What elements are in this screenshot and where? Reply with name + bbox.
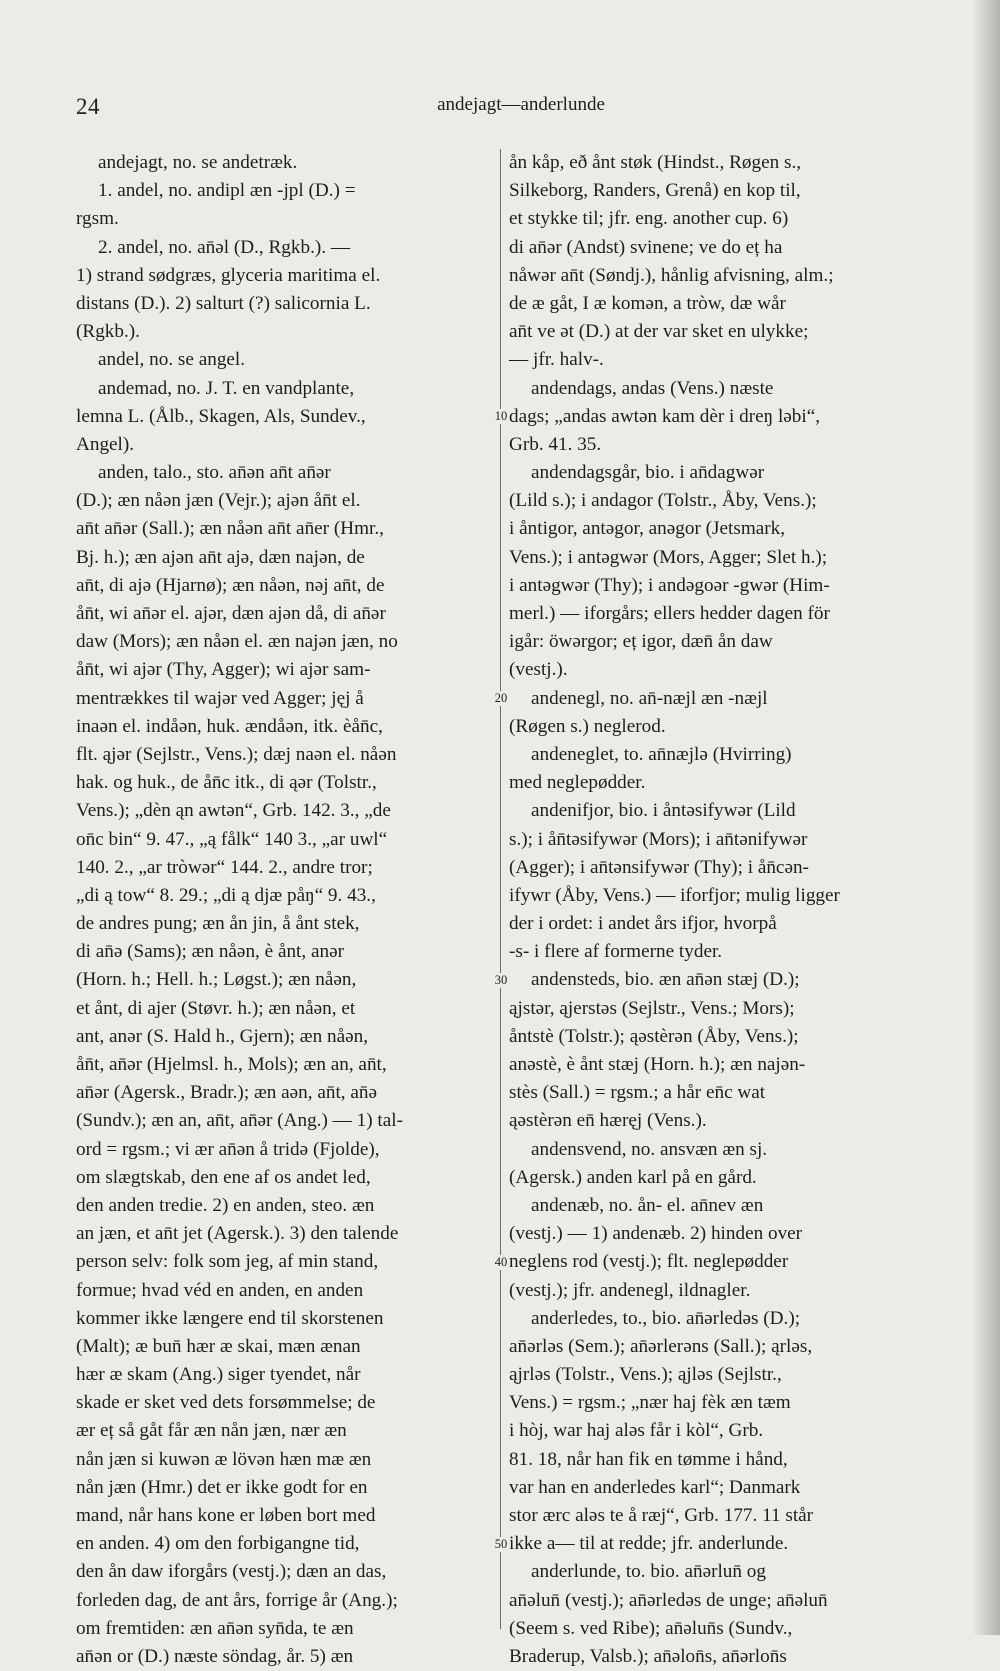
- entry-text-line: Vens.); „dèn ąn awtən“, Grb. 142. 3., „de: [76, 800, 391, 822]
- running-head: andejagt—anderlunde: [437, 94, 605, 115]
- entry-headword-line: 1. andel, no. andipl æn -jpl (D.) =: [98, 180, 356, 202]
- entry-text-line: nån jæn (Hmr.) det er ikke godt for en: [76, 1476, 368, 1498]
- entry-text-line: igår: öwərgor; eț igor, dæn̄ ån daw: [509, 631, 773, 653]
- entry-text-line: (Sundv.); æn an, an̄t, an̄ər (Ang.) — 1) tal-: [76, 1110, 403, 1132]
- entry-headword-line: andendagsgår, bio. i an̄dagwər: [531, 462, 765, 484]
- entry-text-line: Braderup, Valsb.); an̄əlon̄s, an̄ərlon̄s: [509, 1645, 787, 1667]
- entry-text-line: (Lild s.); i andagor (Tolstr., Åby, Vens.);: [509, 490, 817, 512]
- entry-headword-line: anderlunde, to. bio. an̄ərlun̄ og: [531, 1561, 766, 1583]
- entry-text-line: an̄ən or (D.) næste söndag, år. 5) æn: [76, 1645, 354, 1667]
- entry-text-line: hær æ skam (Ang.) siger tyendet, når: [76, 1364, 361, 1386]
- line-number: 50: [488, 1537, 514, 1552]
- entry-text-line: var han en anderledes karl“; Danmark: [509, 1476, 801, 1498]
- entry-headword-line: 2. andel, no. an̄əl (D., Rgkb.). —: [98, 236, 351, 258]
- entry-text-line: rgsm.: [76, 208, 119, 230]
- entry-text-line: an̄ərləs (Sem.); an̄ərlerəns (Sall.); ąrləs,: [509, 1335, 813, 1357]
- entry-text-line: merl.) — iforgårs; ellers hedder dagen för: [509, 603, 830, 624]
- entry-text-line: (Malt); æ bun̄ hær æ skai, mæn ænan: [76, 1335, 361, 1357]
- entry-headword-line: andensteds, bio. æn an̄ən stæj (D.);: [531, 969, 800, 991]
- entry-text-line: ån̄t, wi ajər (Thy, Agger); wi ajər sam-: [76, 659, 371, 681]
- entry-text-line: stès (Sall.) = rgsm.; a hår en̄c wat: [509, 1082, 766, 1104]
- entry-text-line: stor ærc aləs te å ræj“, Grb. 177. 11 står: [509, 1505, 814, 1526]
- entry-text-line: mentrækkes til wajər ved Agger; jęj å: [76, 687, 364, 709]
- entry-text-line: ifywr (Åby, Vens.) — iforfjor; mulig ligger: [509, 884, 840, 906]
- entry-text-line: flt. ąjər (Sejlstr., Vens.); dæj naən el. nåən: [76, 743, 397, 765]
- entry-text-line: ikke a— til at redde; jfr. anderlunde.: [509, 1533, 789, 1555]
- page-header: [76, 94, 966, 122]
- entry-text-line: di an̄ər (Andst) svinene; ve do eț ha: [509, 236, 783, 258]
- entry-text-line: ån̄t, wi an̄ər el. ajər, dæn ajən då, di an̄ər: [76, 603, 386, 624]
- entry-text-line: ær eț så gåt får æn nån jæn, nær æn: [76, 1420, 347, 1442]
- entry-text-line: anəstè, è ånt stæj (Horn. h.); æn najən-: [509, 1054, 806, 1075]
- entry-text-line: (Horn. h.; Hell. h.; Løgst.); æn nåən,: [76, 969, 357, 991]
- entry-text-line: nåwər an̄t (Søndj.), hånlig afvisning, alm.;: [509, 264, 834, 286]
- entry-text-line: formue; hvad véd en anden, en anden: [76, 1279, 364, 1301]
- entry-text-line: distans (D.). 2) salturt (?) salicornia L.: [76, 292, 371, 314]
- entry-text-line: (vestj.).: [509, 659, 568, 681]
- entry-text-line: (Seem s. ved Ribe); an̄əlun̄s (Sundv.,: [509, 1617, 793, 1639]
- entry-text-line: den anden tredie. 2) en anden, steo. æn: [76, 1194, 375, 1216]
- entry-text-line: di an̄ə (Sams); æn nåən, è ånt, anər: [76, 941, 344, 963]
- entry-headword-line: andenæb, no. ån- el. an̄nev æn: [531, 1194, 764, 1216]
- entry-text-line: ån̄t, an̄ər (Hjelmsl. h., Mols); æn an, an̄t,: [76, 1054, 387, 1075]
- entry-text-line: an̄t ve ət (D.) at der var sket en ulykke;: [509, 321, 809, 343]
- entry-text-line: an̄t an̄ər (Sall.); æn nåən an̄t an̄er (Hmr.,: [76, 518, 384, 540]
- entry-text-line: ąəstèrən en̄ hæręj (Vens.).: [509, 1110, 707, 1132]
- entry-text-line: Silkeborg, Randers, Grenå) en kop til,: [509, 180, 801, 202]
- entry-text-line: 140. 2., „ar tròwər“ 144. 2., andre tror;: [76, 856, 373, 878]
- entry-text-line: om slægtskab, den ene af os andet led,: [76, 1166, 371, 1188]
- entry-headword-line: andejagt, no. se andetræk.: [98, 152, 298, 173]
- entry-text-line: de æ gåt, I æ komən, a tròw, dæ wår: [509, 292, 786, 314]
- entry-text-line: (Rgkb.).: [76, 321, 140, 343]
- entry-text-line: (vestj.); jfr. andenegl, ildnagler.: [509, 1279, 751, 1301]
- entry-text-line: der i ordet: i andet års ifjor, hvorpå: [509, 913, 777, 935]
- entry-text-line: den ån daw iforgårs (vestj.); dæn an das,: [76, 1561, 387, 1583]
- line-number: 40: [488, 1255, 514, 1270]
- entry-text-line: an̄əlun̄ (vestj.); an̄ərledəs de unge; an̄əlun̄: [509, 1589, 828, 1611]
- entry-text-line: i antəgwər (Thy); i andəgoər -gwər (Him-: [509, 574, 830, 596]
- entry-text-line: on̄c bin“ 9. 47., „ą fålk“ 140 3., „ar uwl“: [76, 828, 388, 850]
- entry-text-line: forleden dag, de ant års, forrige år (Ang.);: [76, 1589, 398, 1611]
- entry-text-line: neglens rod (vestj.); flt. negleрødder: [509, 1251, 789, 1273]
- line-number: 20: [488, 691, 514, 706]
- entry-headword-line: andendags, andas (Vens.) næste: [531, 377, 774, 399]
- entry-headword-line: andeneglet, to. an̄næjlə (Hvirring): [531, 743, 792, 765]
- entry-text-line: (D.); æn nåən jæn (Vejr.); ajən ån̄t el.: [76, 490, 361, 512]
- entry-text-line: -s- i flere af formerne tyder.: [509, 941, 723, 963]
- entry-text-line: — jfr. halv-.: [509, 349, 604, 371]
- right-column: [509, 149, 967, 1671]
- entry-text-line: Grb. 41. 35.: [509, 433, 602, 455]
- entry-headword-line: andemad, no. J. T. en vandplante,: [98, 377, 355, 399]
- entry-text-line: an̄ər (Agersk., Bradr.); æn aən, an̄t, an̄ə: [76, 1082, 378, 1104]
- entry-text-line: åntstè (Tolstr.); ąəstèrən (Åby, Vens.);: [509, 1025, 799, 1047]
- entry-text-line: ąjrləs (Tolstr., Vens.); ąjləs (Sejlstr.,: [509, 1364, 782, 1386]
- line-number: 30: [488, 973, 514, 988]
- entry-text-line: ant, anər (S. Hald h., Gjern); æn nåən,: [76, 1025, 368, 1047]
- entry-text-line: Bj. h.); æn ajən an̄t ajə, dæn najən, de: [76, 546, 365, 568]
- entry-text-line: (vestj.) — 1) andenæb. 2) hinden over: [509, 1223, 803, 1245]
- entry-text-line: ord = rgsm.; vi ær an̄ən å tridə (Fjolde),: [76, 1138, 380, 1160]
- entry-headword-line: anden, talo., sto. an̄ən an̄t an̄ər: [98, 462, 331, 484]
- entry-text-line: om fremtiden: æn an̄ən syn̄da, te æn: [76, 1617, 354, 1639]
- entry-text-line: dags; „andas awtən kam dèr i dreŋ ləbi“,: [509, 405, 821, 427]
- entry-text-line: med negleрødder.: [509, 772, 646, 794]
- entry-text-line: Vens.) = rgsm.; „nær haj fèk æn tæm: [509, 1392, 791, 1414]
- entry-text-line: en anden. 4) om den forbigangne tid,: [76, 1533, 360, 1555]
- entry-text-line: an jæn, et an̄t jet (Agersk.). 3) den talende: [76, 1223, 399, 1245]
- entry-text-line: et ånt, di ajer (Støvr. h.); æn nåən, et: [76, 997, 356, 1019]
- entry-text-line: ån kåp, eð ånt støk (Hindst., Røgen s.,: [509, 152, 802, 173]
- entry-headword-line: andenegl, no. an̄-næjl æn -næjl: [531, 687, 768, 709]
- entry-text-line: Vens.); i antəgwər (Mors, Agger; Slet h.);: [509, 546, 828, 568]
- page-edge-shadow: [972, 0, 1000, 1635]
- entry-text-line: ąjstər, ąjerstəs (Sejlstr., Vens.; Mors);: [509, 997, 795, 1019]
- entry-text-line: daw (Mors); æn nåən el. æn najən jæn, no: [76, 631, 398, 653]
- entry-text-line: inaən el. indåən, huk. ændåən, itk. èån̄c,: [76, 715, 383, 737]
- entry-text-line: et stykke til; jfr. eng. another cup. 6): [509, 208, 789, 230]
- entry-text-line: s.); i ån̄təsifywər (Mors); i an̄tənifywər: [509, 828, 808, 850]
- entry-text-line: 81. 18, når han fik en tømme i hånd,: [509, 1448, 788, 1470]
- entry-text-line: an̄t, di ajə (Hjarnø); æn nåən, nəj an̄t, de: [76, 574, 385, 596]
- entry-headword-line: andel, no. se angel.: [98, 349, 246, 371]
- line-number: 10: [488, 409, 514, 424]
- column-divider: [500, 149, 501, 1629]
- entry-text-line: kommer ikke længere end til skorstenen: [76, 1307, 384, 1329]
- entry-text-line: i hòj, war haj aləs får i kòl“, Grb.: [509, 1420, 764, 1442]
- page-number: 24: [76, 94, 100, 119]
- entry-text-line: Angel).: [76, 433, 135, 455]
- entry-text-line: hak. og huk., de ån̄c itk., di ąər (Tolstr.,: [76, 772, 377, 794]
- entry-text-line: (Røgen s.) neglerod.: [509, 715, 666, 737]
- entry-text-line: skade er sket ved dets forsømmelse; de: [76, 1392, 376, 1414]
- entry-headword-line: andenifjor, bio. i åntəsifywər (Lild: [531, 800, 796, 822]
- entry-text-line: 1) strand sødgræs, glyceria maritima el.: [76, 264, 381, 286]
- entry-headword-line: andensvend, no. ansvæn æn sj.: [531, 1138, 768, 1160]
- entry-text-line: de andres pung; æn ån jin, å ånt stek,: [76, 913, 360, 935]
- left-column: [76, 149, 494, 1671]
- entry-text-line: (Agger); i an̄tənsifywər (Thy); i ån̄cən-: [509, 856, 809, 878]
- entry-text-line: „di ą tow“ 8. 29.; „di ą djæ påŋ“ 9. 43.,: [76, 884, 376, 906]
- entry-headword-line: anderledes, to., bio. an̄ərledəs (D.);: [531, 1307, 801, 1329]
- entry-text-line: (Agersk.) anden karl på en gård.: [509, 1166, 757, 1188]
- entry-text-line: i åntigor, antəgor, anəgor (Jetsmark,: [509, 518, 786, 540]
- entry-text-line: person selv: folk som jeg, af min stand,: [76, 1251, 379, 1273]
- entry-text-line: mand, når hans kone er løben bort med: [76, 1505, 376, 1526]
- entry-text-line: nån jæn si kuwən æ lövən hæn mæ æn: [76, 1448, 372, 1470]
- entry-text-line: lemna L. (Ålb., Skagen, Als, Sundev.,: [76, 405, 366, 427]
